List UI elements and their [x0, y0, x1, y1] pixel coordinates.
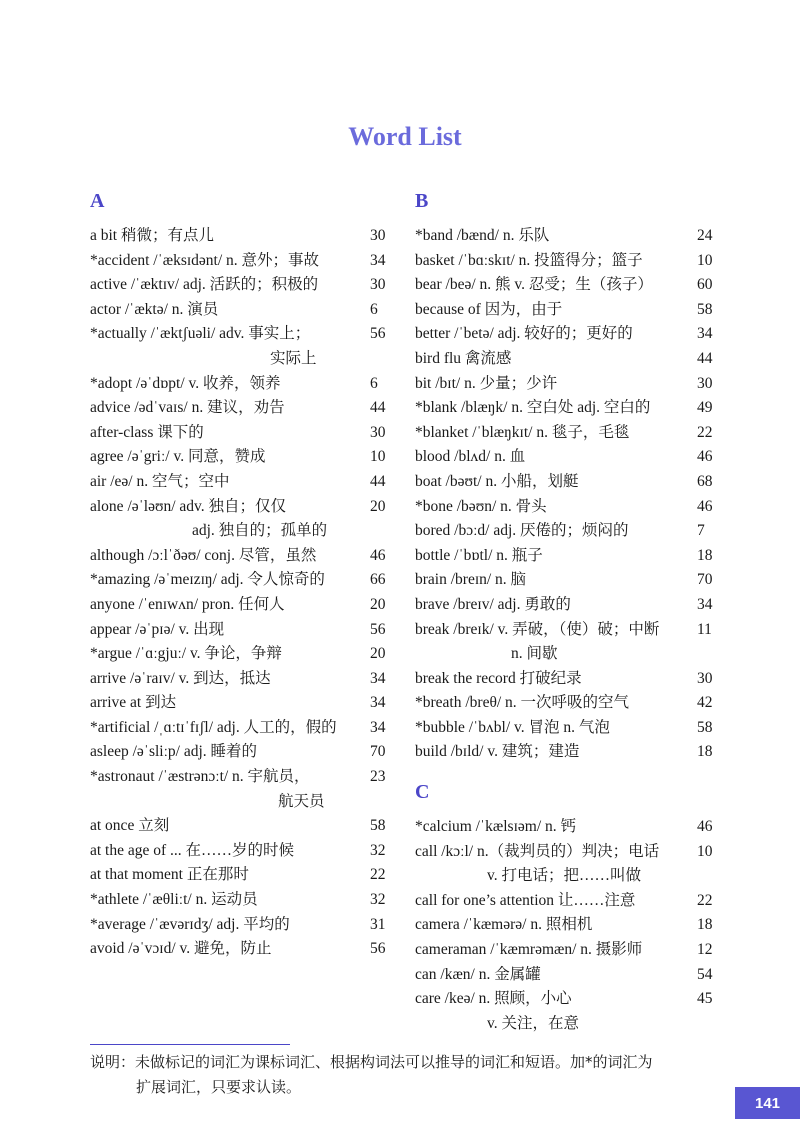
- entry-page: 12: [697, 941, 713, 959]
- word-entry: [90, 618, 396, 643]
- entry-page: 20: [370, 595, 386, 613]
- word-entry: [415, 372, 719, 397]
- entry-text: arrive /əˈraɪv/ v. 到达，抵达: [90, 669, 271, 687]
- footnote-line-2: 扩展词汇，只要求认读。: [136, 1078, 302, 1096]
- entry-page: 10: [370, 448, 386, 466]
- entry-text: build /bɪld/ v. 建筑；建造: [415, 743, 580, 761]
- word-entry: [415, 470, 719, 495]
- entry-page: 68: [697, 472, 713, 490]
- entry-page: 32: [370, 891, 386, 909]
- entry-page: 30: [697, 374, 713, 392]
- entry-text: *average /ˈævərɪdʒ/ adj. 平均的: [90, 915, 290, 933]
- entry-text: camera /ˈkæmərə/ n. 照相机: [415, 916, 593, 934]
- entry-page: 46: [697, 497, 713, 515]
- word-entry: [415, 347, 719, 372]
- word-entry: [415, 495, 719, 520]
- entry-page: 30: [697, 669, 713, 687]
- entry-page: 60: [697, 276, 713, 294]
- word-entry: [415, 667, 719, 692]
- word-entry: [90, 740, 396, 765]
- entry-text: *bone /bəʊn/ n. 骨头: [415, 497, 547, 515]
- entry-text: break the record 打破纪录: [415, 669, 582, 687]
- entry-page: 22: [370, 866, 386, 884]
- entry-text: bit /bɪt/ n. 少量；少许: [415, 374, 558, 392]
- entry-text: call /kɔːl/ n.（裁判员的）判决；电话: [415, 842, 660, 860]
- section-letter-b: B: [415, 190, 429, 212]
- section-letter-a: A: [90, 190, 105, 212]
- footnote-divider: [90, 1044, 290, 1045]
- entry-text: *breath /breθ/ n. 一次呼吸的空气: [415, 694, 630, 712]
- word-entry: [415, 913, 719, 938]
- entry-continuation: v. 关注，在意: [487, 1014, 579, 1032]
- word-entry: [415, 963, 719, 988]
- word-entry: [90, 814, 396, 839]
- word-entry: [90, 298, 396, 323]
- word-entry: [415, 322, 719, 347]
- entry-text: actor /ˈæktə/ n. 演员: [90, 300, 219, 318]
- word-entry: [90, 913, 396, 938]
- entry-page: 34: [370, 694, 386, 712]
- entry-page: 46: [697, 818, 713, 836]
- entry-text: brain /breɪn/ n. 脑: [415, 571, 527, 589]
- entry-page: 18: [697, 916, 713, 934]
- entry-page: 6: [370, 374, 378, 392]
- word-entry: [415, 987, 719, 1012]
- entry-text: arrive at 到达: [90, 694, 177, 712]
- entry-text: asleep /əˈsliːp/ adj. 睡着的: [90, 743, 258, 761]
- word-entry: [90, 495, 396, 520]
- entry-text: at that moment 正在那时: [90, 866, 249, 884]
- entry-page: 34: [370, 251, 386, 269]
- page-number: 141: [735, 1087, 800, 1119]
- entry-text: better /ˈbetə/ adj. 较好的；更好的: [415, 325, 633, 343]
- entry-text: at once 立刻: [90, 817, 170, 835]
- entry-page: 70: [370, 743, 386, 761]
- entry-text: although /ɔːlˈðəʊ/ conj. 尽管，虽然: [90, 546, 317, 564]
- entry-text: bored /bɔːd/ adj. 厌倦的；烦闷的: [415, 522, 629, 540]
- entry-page: 20: [370, 645, 386, 663]
- entry-page: 10: [697, 251, 713, 269]
- page-title: Word List: [348, 122, 462, 151]
- entry-page: 18: [697, 743, 713, 761]
- entry-page: 56: [370, 325, 386, 343]
- word-entry: [415, 691, 719, 716]
- word-entry: [90, 322, 396, 347]
- entry-text: *astronaut /ˈæstrənɔːt/ n. 宇航员，: [90, 768, 310, 786]
- word-entry: [90, 863, 396, 888]
- entry-page: 34: [370, 669, 386, 687]
- word-entry: [415, 568, 719, 593]
- entry-text: agree /əˈgriː/ v. 同意，赞成: [90, 448, 266, 466]
- entry-text: *amazing /əˈmeɪzɪŋ/ adj. 令人惊奇的: [90, 571, 325, 589]
- entry-text: *artificial /ˌɑːtɪˈfɪʃl/ adj. 人工的，假的: [90, 718, 337, 736]
- entry-text: boat /bəʊt/ n. 小船，划艇: [415, 472, 579, 490]
- entry-continuation: n. 间歇: [511, 645, 558, 663]
- word-entry: [415, 544, 719, 569]
- word-entry: [415, 889, 719, 914]
- entry-page: 66: [370, 571, 386, 589]
- entry-text: because of 因为，由于: [415, 300, 563, 318]
- entry-text: air /eə/ n. 空气；空中: [90, 472, 230, 490]
- entry-page: 42: [697, 694, 713, 712]
- entry-page: 46: [697, 448, 713, 466]
- word-entry: [415, 716, 719, 741]
- word-entry: [90, 593, 396, 618]
- entry-page: 34: [697, 325, 713, 343]
- entry-page: 49: [697, 399, 713, 417]
- entry-text: alone /əˈləʊn/ adv. 独自；仅仅: [90, 497, 287, 515]
- word-entry: [415, 815, 719, 840]
- entry-page: 6: [370, 300, 378, 318]
- word-entry: [415, 840, 719, 865]
- entry-page: 20: [370, 497, 386, 515]
- word-entry: [90, 937, 396, 962]
- entry-text: active /ˈæktɪv/ adj. 活跃的；积极的: [90, 276, 319, 294]
- entry-text: basket /ˈbɑːskɪt/ n. 投篮得分；篮子: [415, 251, 643, 269]
- word-entry: [415, 618, 719, 643]
- entry-text: cameraman /ˈkæmrəmæn/ n. 摄影师: [415, 941, 643, 959]
- entry-text: after-class 课下的: [90, 423, 204, 441]
- entry-page: 32: [370, 841, 386, 859]
- entry-page: 44: [370, 472, 386, 490]
- entry-text: bird flu 禽流感: [415, 349, 512, 367]
- entry-text: avoid /əˈvɔɪd/ v. 避免，防止: [90, 940, 272, 958]
- entry-text: *accident /ˈæksɪdənt/ n. 意外；事故: [90, 251, 320, 269]
- entry-text: *band /bænd/ n. 乐队: [415, 227, 550, 244]
- word-entry: [90, 249, 396, 274]
- entry-text: *blank /blæŋk/ n. 空白处 adj. 空白的: [415, 399, 651, 417]
- entry-page: 56: [370, 620, 386, 638]
- entry-page: 23: [370, 768, 386, 786]
- word-entry: [90, 445, 396, 470]
- word-entry: [90, 544, 396, 569]
- word-entry: [90, 224, 396, 249]
- entry-page: 56: [370, 940, 386, 958]
- word-entry: [90, 716, 396, 741]
- word-entry: [90, 470, 396, 495]
- entry-page: 10: [697, 842, 713, 860]
- entry-text: *adopt /əˈdɒpt/ v. 收养，领养: [90, 374, 281, 392]
- word-entry: [415, 249, 719, 274]
- entry-page: 44: [697, 349, 713, 367]
- entry-page: 22: [697, 891, 713, 909]
- entry-page: 46: [370, 546, 386, 564]
- word-entry: [90, 839, 396, 864]
- word-entry: [415, 938, 719, 963]
- word-entry: [90, 273, 396, 298]
- entry-continuation: 实际上: [270, 349, 317, 367]
- entry-text: brave /breɪv/ adj. 勇敢的: [415, 595, 571, 613]
- entry-page: 58: [697, 718, 713, 736]
- entry-page: 30: [370, 227, 386, 244]
- entry-text: *argue /ˈɑːgjuː/ v. 争论，争辩: [90, 645, 282, 663]
- right-column: [415, 188, 719, 1036]
- entry-text: appear /əˈpɪə/ v. 出现: [90, 620, 225, 638]
- word-entry: [415, 445, 719, 470]
- entry-text: *actually /ˈæktʃuəli/ adv. 事实上；: [90, 325, 311, 343]
- word-entry: [415, 273, 719, 298]
- entry-page: 7: [697, 522, 705, 540]
- entry-page: 70: [697, 571, 713, 589]
- entry-page: 18: [697, 546, 713, 564]
- entry-continuation: 航天员: [278, 792, 325, 810]
- entry-text: at the age of ... 在……岁的时候: [90, 841, 295, 859]
- entry-page: 34: [697, 595, 713, 613]
- entry-continuation: adj. 独自的；孤单的: [192, 522, 328, 540]
- entry-text: a bit 稍微；有点儿: [90, 227, 214, 244]
- word-entry: [415, 396, 719, 421]
- footnote-line-1: 说明：未做标记的词汇为课标词汇、根据构词法可以推导的词汇和短语。加*的词汇为: [90, 1053, 653, 1071]
- word-entry: [90, 888, 396, 913]
- entry-text: *athlete /ˈæθliːt/ n. 运动员: [90, 891, 258, 909]
- entry-continuation: v. 打电话；把……叫做: [487, 867, 641, 885]
- word-entry: [415, 740, 719, 765]
- left-column: [90, 188, 396, 962]
- entry-page: 30: [370, 276, 386, 294]
- entry-page: 45: [697, 990, 713, 1008]
- entry-text: *bubble /ˈbʌbl/ v. 冒泡 n. 气泡: [415, 718, 610, 736]
- entry-text: can /kæn/ n. 金属罐: [415, 965, 541, 983]
- word-entry: [90, 667, 396, 692]
- entry-text: *blanket /ˈblæŋkɪt/ n. 毯子，毛毯: [415, 423, 630, 441]
- section-letter-c: C: [415, 781, 430, 804]
- word-entry: [90, 396, 396, 421]
- entry-text: anyone /ˈenɪwʌn/ pron. 任何人: [90, 595, 285, 613]
- entry-text: bear /beə/ n. 熊 v. 忍受；生（孩子）: [415, 276, 653, 294]
- entry-page: 30: [370, 423, 386, 441]
- word-entry: [415, 421, 719, 446]
- entry-text: blood /blʌd/ n. 血: [415, 448, 526, 466]
- entry-text: advice /ədˈvaɪs/ n. 建议，劝告: [90, 399, 285, 417]
- entry-page: 58: [370, 817, 386, 835]
- entry-page: 54: [697, 965, 713, 983]
- entry-text: care /keə/ n. 照顾，小心: [415, 990, 572, 1008]
- word-entry: [415, 593, 719, 618]
- entry-page: 11: [697, 620, 712, 638]
- footnote: [90, 1050, 740, 1100]
- entry-page: 44: [370, 399, 386, 417]
- entry-text: *calcium /ˈkælsɪəm/ n. 钙: [415, 818, 577, 836]
- word-entry: [415, 224, 719, 249]
- word-entry: [415, 298, 719, 323]
- entry-text: call for one’s attention 让……注意: [415, 891, 636, 909]
- word-entry: [90, 642, 396, 667]
- word-entry: [90, 765, 396, 790]
- word-entry: [90, 691, 396, 716]
- entry-page: 22: [697, 423, 713, 441]
- word-entry: [415, 519, 719, 544]
- word-entry: [90, 372, 396, 397]
- entry-page: 31: [370, 915, 386, 933]
- entry-text: bottle /ˈbɒtl/ n. 瓶子: [415, 546, 543, 564]
- word-entry: [90, 568, 396, 593]
- entry-page: 58: [697, 300, 713, 318]
- entry-page: 34: [370, 718, 386, 736]
- entry-text: break /breɪk/ v. 弄破，（使）破；中断: [415, 620, 660, 638]
- entry-page: 24: [697, 227, 713, 244]
- word-entry: [90, 421, 396, 446]
